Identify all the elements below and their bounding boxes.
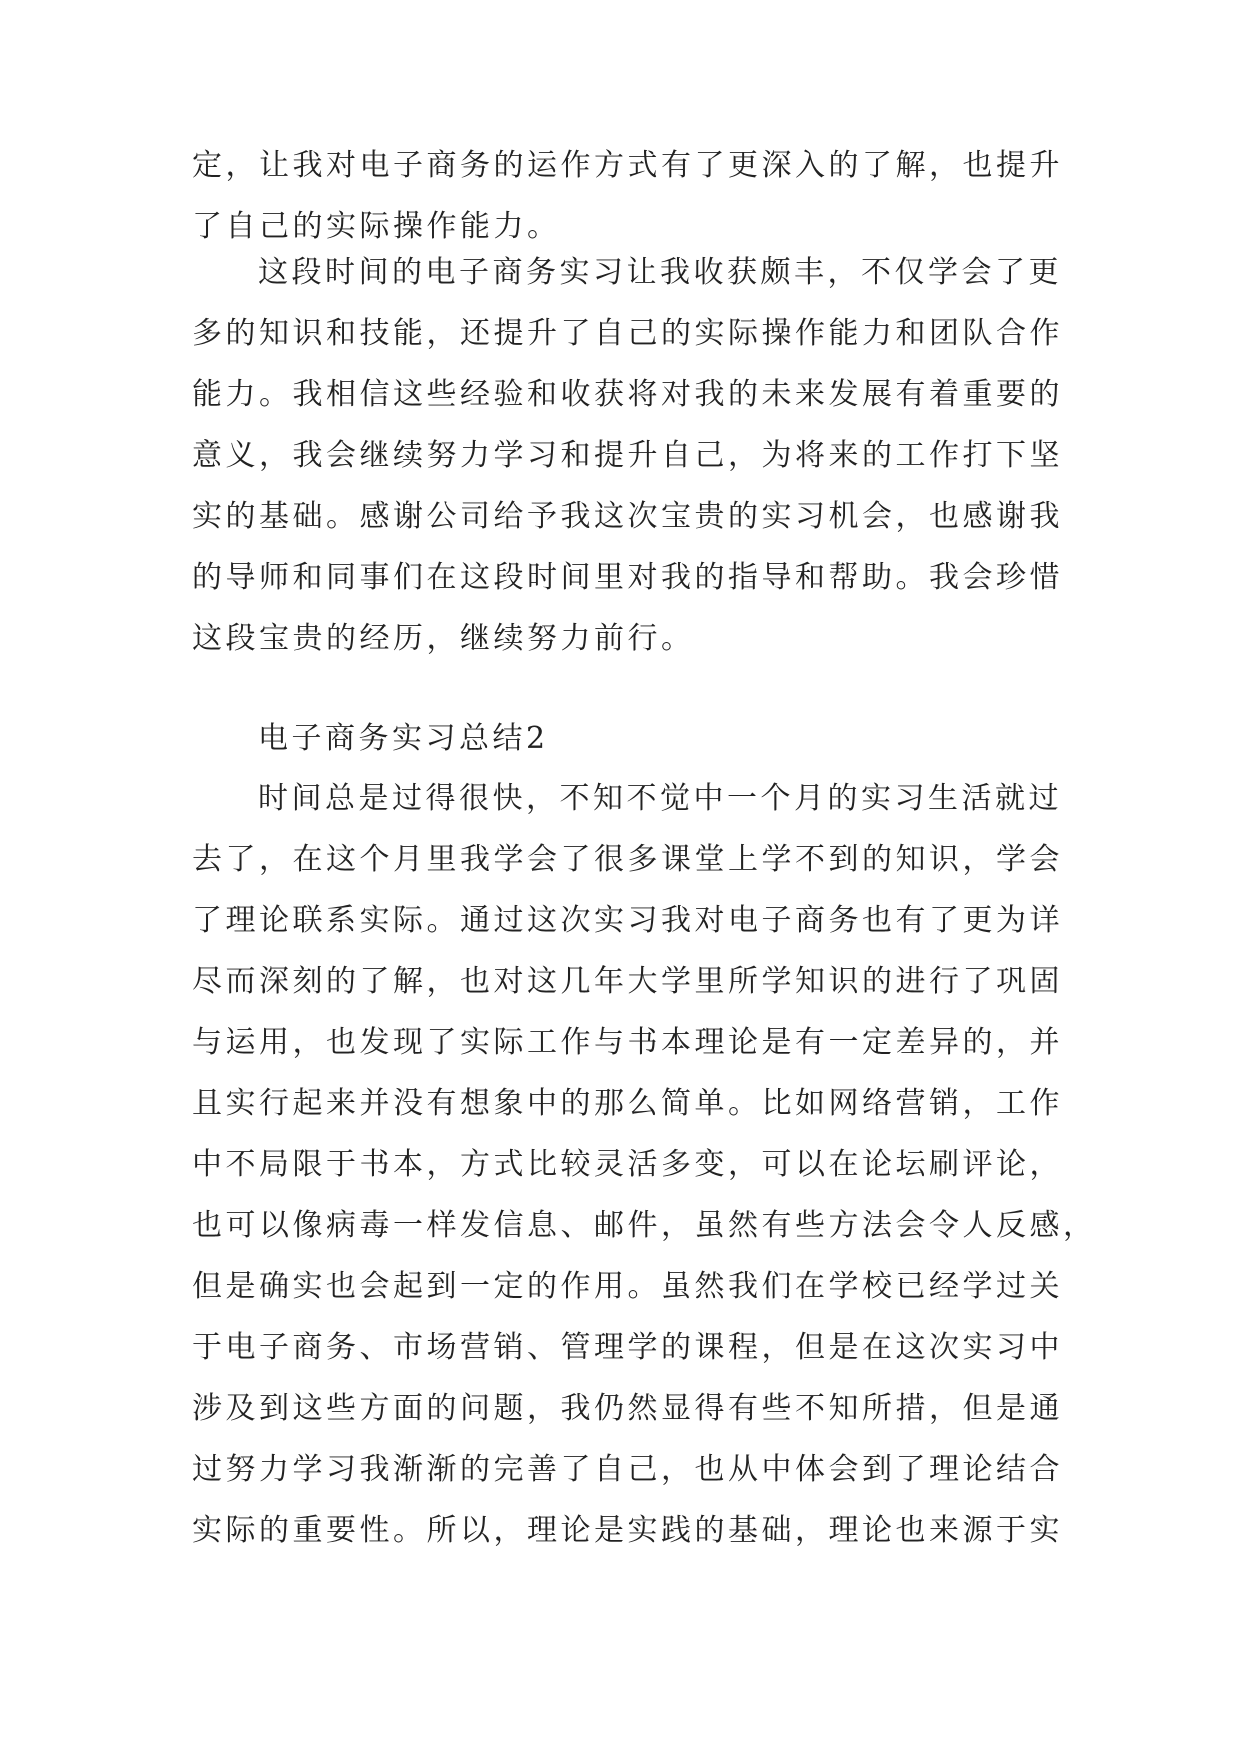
text-line: 也可以像病毒一样发信息、邮件，虽然有些方法会令人反感，: [192, 1208, 1097, 1243]
text-line: 中不局限于书本，方式比较灵活多变，可以在论坛刷评论，: [192, 1147, 1063, 1182]
paragraph-continuation: [192, 135, 1063, 257]
text-line: 的导师和同事们在这段时间里对我的指导和帮助。我会珍惜: [192, 560, 1063, 595]
paragraph-summary: [192, 242, 1063, 669]
text-line: 于电子商务、市场营销、管理学的课程，但是在这次实习中: [192, 1330, 1063, 1365]
text-line: 实的基础。感谢公司给予我这次宝贵的实习机会，也感谢我: [192, 499, 1063, 534]
text-line: 涉及到这些方面的问题，我仍然显得有些不知所措，但是通: [192, 1391, 1063, 1426]
text-line: 与运用，也发现了实际工作与书本理论是有一定差异的，并: [192, 1025, 1063, 1060]
text-line: 这段宝贵的经历，继续努力前行。: [192, 621, 695, 656]
text-line: 时间总是过得很快，不知不觉中一个月的实习生活就过: [258, 781, 1062, 816]
text-line: 能力。我相信这些经验和收获将对我的未来发展有着重要的: [192, 377, 1063, 412]
heading-text: 电子商务实习总结2: [258, 721, 549, 756]
text-line: 这段时间的电子商务实习让我收获颇丰，不仅学会了更: [258, 255, 1062, 290]
paragraph-body: [192, 768, 1097, 1561]
text-line: 但是确实也会起到一定的作用。虽然我们在学校已经学过关: [192, 1269, 1063, 1304]
text-line: 过努力学习我渐渐的完善了自己，也从中体会到了理论结合: [192, 1452, 1063, 1487]
section-heading: [192, 708, 1052, 769]
text-line: 意义，我会继续努力学习和提升自己，为将来的工作打下坚: [192, 438, 1063, 473]
text-line: 多的知识和技能，还提升了自己的实际操作能力和团队合作: [192, 316, 1063, 351]
text-line: 了理论联系实际。通过这次实习我对电子商务也有了更为详: [192, 903, 1063, 938]
text-line: 实际的重要性。所以，理论是实践的基础，理论也来源于实: [192, 1513, 1063, 1548]
text-line: 了自己的实际操作能力。: [192, 209, 561, 244]
text-line: 去了，在这个月里我学会了很多课堂上学不到的知识，学会: [192, 842, 1063, 877]
text-line: 且实行起来并没有想象中的那么简单。比如网络营销，工作: [192, 1086, 1063, 1121]
text-line: 尽而深刻的了解，也对这几年大学里所学知识的进行了巩固: [192, 964, 1063, 999]
text-line: 定，让我对电子商务的运作方式有了更深入的了解，也提升: [192, 148, 1063, 183]
